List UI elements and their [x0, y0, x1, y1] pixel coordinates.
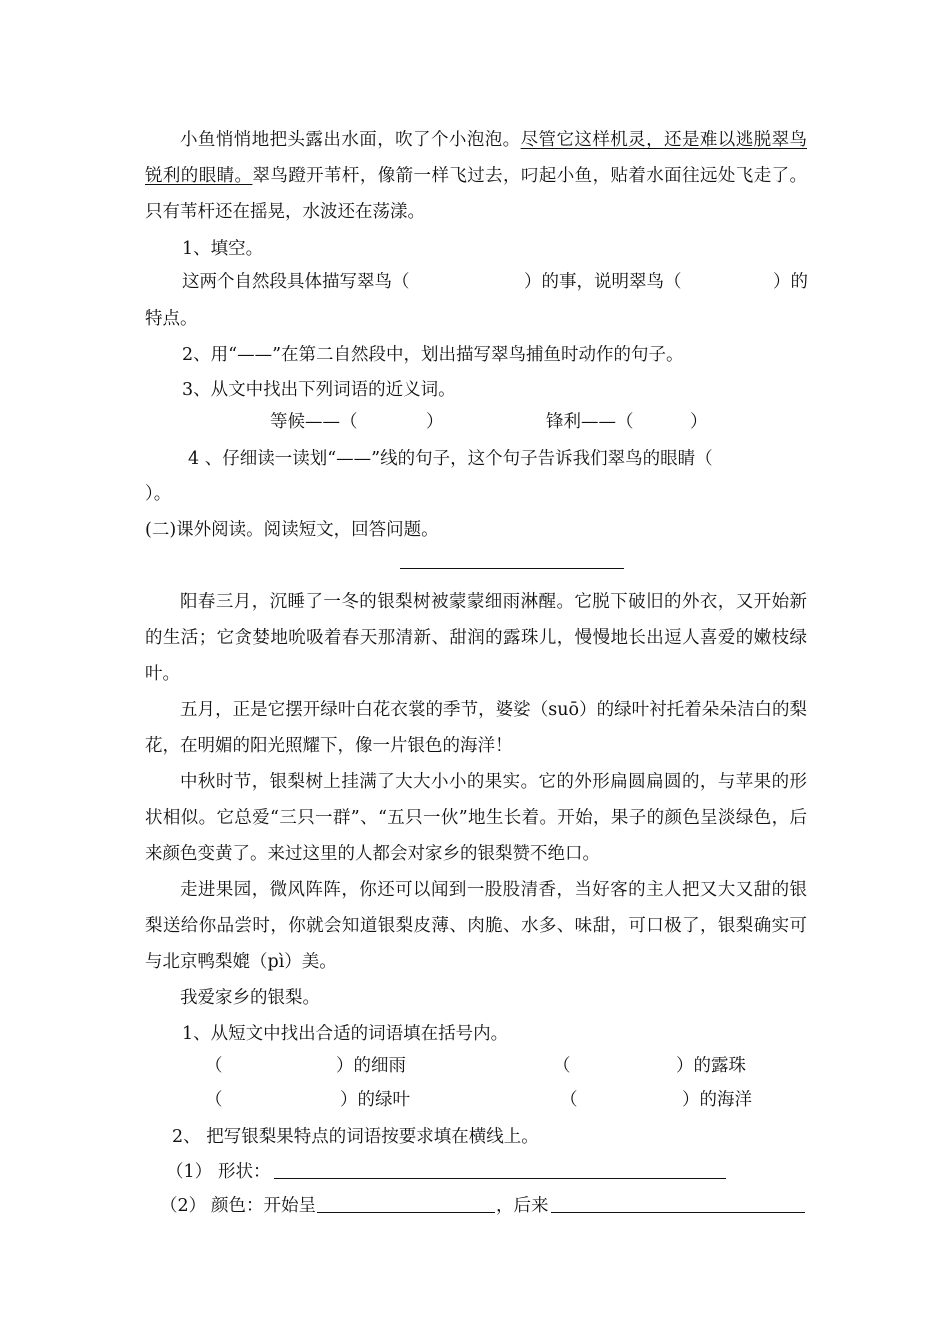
- title-blank-line: [400, 568, 624, 569]
- passage-paragraph: [145, 122, 807, 230]
- item-label: 颜色：开始呈: [211, 1196, 316, 1216]
- item-label: 形状：: [218, 1162, 271, 1182]
- item-label: ，后来: [496, 1196, 549, 1216]
- question-4: ）。: [145, 484, 172, 504]
- item-number: （1）: [166, 1162, 213, 1182]
- question-text: 这两个自然段具体描写翠鸟（: [182, 272, 410, 292]
- synonym-item: 等候——（: [270, 412, 358, 432]
- story-paragraph: 五月，正是它摆开绿叶白花衣裳的季节，婆娑（suō）的绿叶衬托着朵朵洁白的梨花，在明媚的阳光照耀下，像一片银色的海洋！: [145, 700, 807, 756]
- synonym-blank-close: ）: [690, 412, 708, 432]
- fill-blank-item: ）的海洋: [682, 1090, 752, 1110]
- question-4: 4 、仔细读一读划“——”线的句子，这个句子告诉我们翠鸟的眼睛（: [188, 449, 713, 469]
- story-paragraph: 我爱家乡的银梨。: [180, 988, 320, 1008]
- question-1-label: 1、填空。: [182, 239, 264, 259]
- item-number: （2）: [160, 1196, 207, 1216]
- underlined-sentence: 尽管它这样机灵，还是难以逃脱翠鸟锐利的眼睛。: [145, 130, 808, 186]
- color-start-answer-line[interactable]: [317, 1194, 495, 1220]
- story-paragraph: 走进果园，微风阵阵，你还可以闻到一股股清香，当好客的主人把又大又甜的银梨送给你品尝时，你就会知道银梨皮薄、肉脆、水多、味甜，可口极了，银梨确实可与北京鸭梨媲（pì）美。: [145, 880, 807, 972]
- question-1-line: ）的事，说明翠鸟（: [524, 272, 682, 292]
- question-1-line: ）的: [773, 272, 808, 292]
- question-3: 3、从文中找出下列词语的近义词。: [182, 380, 456, 400]
- color-later-answer-line[interactable]: [551, 1194, 805, 1220]
- fill-blank-open: （: [560, 1090, 578, 1110]
- shape-answer-line[interactable]: [274, 1160, 726, 1186]
- question-1-line: 特点。: [145, 309, 198, 329]
- synonym-item: 锋利——（: [546, 412, 634, 432]
- passage-text: 翠鸟蹬开苇杆，像箭一样飞过去，叼起小鱼，贴着水面往远处飞走了。只有苇杆还在摇晃，水波还在荡漾。: [145, 166, 808, 222]
- fill-blank-item: ）的细雨: [336, 1056, 406, 1076]
- story-paragraph: 阳春三月，沉睡了一冬的银梨树被蒙蒙细雨淋醒。它脱下破旧的外衣，又开始新的生活；它贪婪地吮吸着春天那清新、甜润的露珠儿，慢慢地长出逗人喜爱的嫩枝绿叶。: [145, 592, 807, 684]
- passage-text: 小鱼悄悄地把头露出水面，吹了个小泡泡。: [180, 130, 521, 150]
- question-1-line: [182, 270, 410, 294]
- synonym-blank-close: ）: [426, 412, 444, 432]
- question-2: 2、用“——”在第二自然段中，划出描写翠鸟捕鱼时动作的句子。: [182, 345, 684, 365]
- fill-blank-open: （: [205, 1056, 223, 1076]
- fill-blank-open: （: [553, 1056, 571, 1076]
- fill-blank-item: ）的绿叶: [340, 1090, 410, 1110]
- section-2-title: (二)课外阅读。阅读短文，回答问题。: [145, 520, 439, 540]
- story-question-1: 1、从短文中找出合适的词语填在括号内。: [182, 1024, 509, 1044]
- story-paragraph: 中秋时节，银梨树上挂满了大大小小的果实。它的外形扁圆扁圆的，与苹果的形状相似。它总爱“三只一群”、“五只一伙”地生长着。开始，果子的颜色呈淡绿色，后来颜色变黄了。来过这里的人都会对家乡的银梨赞不绝口。: [145, 772, 807, 864]
- fill-blank-open: （: [205, 1090, 223, 1110]
- fill-blank-item: ）的露珠: [676, 1056, 746, 1076]
- story-question-2: 2、 把写银梨果特点的词语按要求填在横线上。: [172, 1127, 539, 1147]
